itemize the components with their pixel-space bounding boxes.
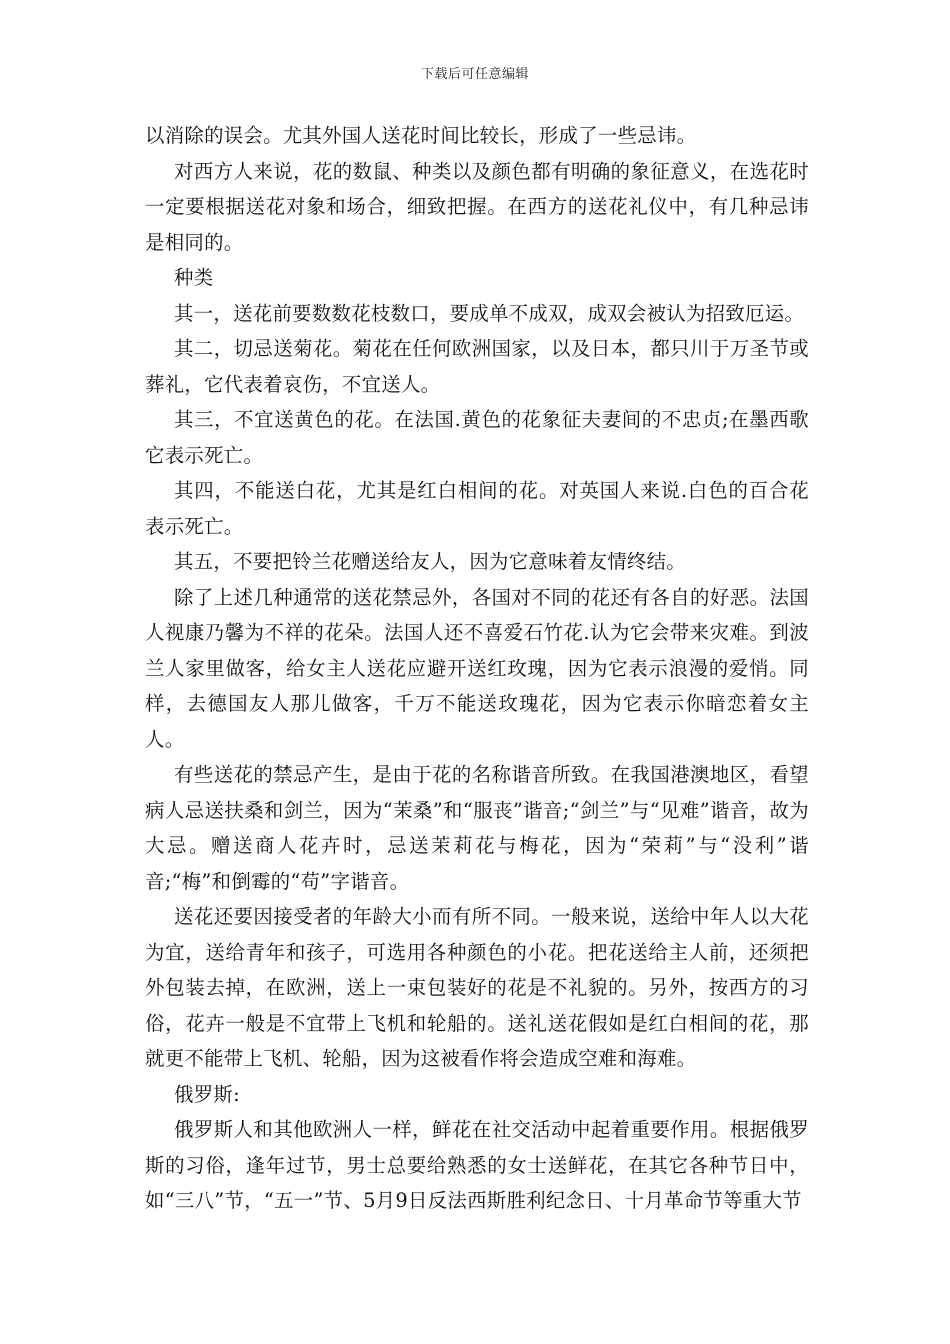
paragraph: 其四，不能送白花，尤其是红白相间的花。对英国人来说.白色的百合花表示死亡。 <box>145 479 809 538</box>
paragraph: 除了上述几种通常的送花禁忌外，各国对不同的花还有各自的好恶。法国人视康乃馨为不祥的花朵。法国人还不喜爱石竹花.认为它会带来灾难。到波兰人家里做客，给女主人送花应避开送红玫瑰，因为它表示浪漫的爱悄。同样，去德国友人那儿做客，千万不能送玫瑰花，因为它表示你暗恋着女主人。 <box>145 585 809 751</box>
paragraph: 送花还要因接受者的年龄大小而有所不同。一般来说，送给中年人以大花为宜，送给青年和孩子，可选用各种颜色的小花。把花送给主人前，还须把外包装去掉，在欧洲，送上一束包装好的花是不礼貌的。另外，按西方的习俗，花卉一般是不宜带上飞机和轮船的。送礼送花假如是红白相间的花，那就更不能带上飞机、轮船，因为这被看作将会造成空难和海难。 <box>145 905 809 1070</box>
paragraph: 对西方人来说，花的数鼠、种类以及颜色都有明确的象征意义，在选花时一定要根据送花对象和场合，细致把握。在西方的送花礼仪中，有几种忌讳是相同的。 <box>145 159 809 254</box>
section-heading: 种类 <box>174 266 214 289</box>
paragraph: 其一，送花前要数数花枝数口，要成单不成双，成双会被认为招致厄运。 <box>174 301 805 325</box>
document-body <box>145 118 809 1219</box>
section-heading: 俄罗斯: <box>174 1082 240 1106</box>
paragraph: 俄罗斯人和其他欧洲人一样，鲜花在社交活动中起着重要作用。根据俄罗斯的习俗，逢年过节，男士总要给熟悉的女士送鲜花，在其它各种节日中，如“三八”节，“五一”节、5月9日反法西斯胜利纪念日、十月革命节等重大节 <box>145 1118 809 1212</box>
paragraph: 有些送花的禁忌产生，是由于花的名称谐音所致。在我国港澳地区，看望病人忌送扶桑和剑兰，因为“茉桑”和“服丧”谐音;“剑兰”与“见难”谐音，故为大忌。赠送商人花卉时，忌送茉莉花与梅花，因为“荣莉”与“没利”谐音;“梅”和倒霉的“苟”字谐音。 <box>145 763 809 893</box>
paragraph: 其三，不宜送黄色的花。在法国.黄色的花象征夫妻间的不忠贞;在墨西歌它表示死亡。 <box>145 408 809 467</box>
paragraph: 以消除的误会。尤其外国人送花时间比较长，形成了一些忌讳。 <box>145 124 697 147</box>
paragraph: 其五，不要把铃兰花赠送给友人，因为它意味着友情终结。 <box>174 550 686 573</box>
paragraph: 其二，切忌送菊花。菊花在任何欧洲国家，以及日本，都只川于万圣节或葬礼，它代表着哀伤，不宜送人。 <box>145 337 809 396</box>
page-header: 下载后可任意编辑 <box>420 67 529 82</box>
